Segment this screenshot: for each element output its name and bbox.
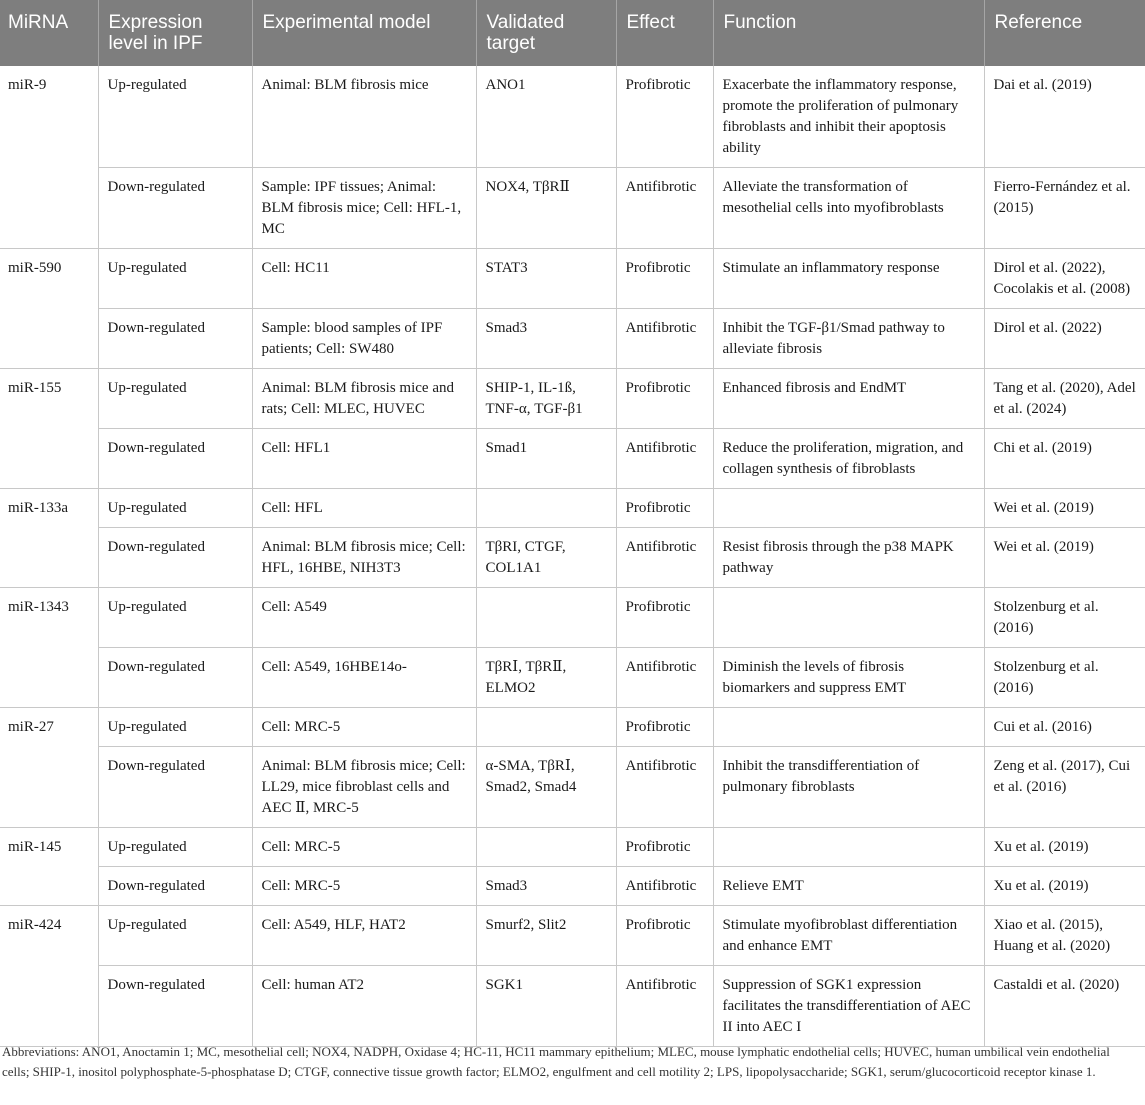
cell-validated-target: STAT3 <box>476 249 616 309</box>
cell-experimental-model: Animal: BLM fibrosis mice; Cell: LL29, mice fibroblast cells and AEC Ⅱ, MRC-5 <box>252 747 476 828</box>
cell-validated-target <box>476 588 616 648</box>
cell-validated-target: Smurf2, Slit2 <box>476 906 616 966</box>
cell-mirna: miR-133a <box>0 489 98 588</box>
cell-reference: Wei et al. (2019) <box>984 528 1145 588</box>
cell-effect: Antifibrotic <box>616 648 713 708</box>
cell-expression-level: Down-regulated <box>98 966 252 1047</box>
cell-validated-target: Smad3 <box>476 309 616 369</box>
cell-expression-level: Up-regulated <box>98 249 252 309</box>
header-experimental-model: Experimental model <box>252 0 476 66</box>
cell-function: Reduce the proliferation, migration, and collagen synthesis of fibroblasts <box>713 429 984 489</box>
cell-mirna: miR-27 <box>0 708 98 828</box>
cell-validated-target: Smad3 <box>476 867 616 906</box>
cell-effect: Antifibrotic <box>616 528 713 588</box>
cell-experimental-model: Cell: MRC-5 <box>252 828 476 867</box>
cell-experimental-model: Cell: HFL1 <box>252 429 476 489</box>
cell-effect: Profibrotic <box>616 369 713 429</box>
cell-function: Inhibit the TGF-β1/Smad pathway to alleviate fibrosis <box>713 309 984 369</box>
cell-effect: Profibrotic <box>616 828 713 867</box>
cell-reference: Chi et al. (2019) <box>984 429 1145 489</box>
cell-function: Stimulate an inflammatory response <box>713 249 984 309</box>
cell-function <box>713 828 984 867</box>
table-row <box>0 747 1145 828</box>
cell-validated-target: SHIP-1, IL-1ß, TNF-α, TGF-β1 <box>476 369 616 429</box>
cell-function: Suppression of SGK1 expression facilitates the transdifferentiation of AEC II into AEC I <box>713 966 984 1047</box>
cell-function: Alleviate the transformation of mesothelial cells into myofibroblasts <box>713 168 984 249</box>
cell-reference: Xu et al. (2019) <box>984 828 1145 867</box>
cell-effect: Profibrotic <box>616 249 713 309</box>
cell-expression-level: Up-regulated <box>98 66 252 168</box>
cell-expression-level: Up-regulated <box>98 489 252 528</box>
cell-reference: Zeng et al. (2017), Cui et al. (2016) <box>984 747 1145 828</box>
cell-reference: Tang et al. (2020), Adel et al. (2024) <box>984 369 1145 429</box>
cell-mirna: miR-1343 <box>0 588 98 708</box>
cell-validated-target <box>476 489 616 528</box>
cell-function: Inhibit the transdifferentiation of pulmonary fibroblasts <box>713 747 984 828</box>
table-row <box>0 429 1145 489</box>
table-row <box>0 648 1145 708</box>
cell-expression-level: Down-regulated <box>98 168 252 249</box>
cell-expression-level: Up-regulated <box>98 828 252 867</box>
cell-experimental-model: Cell: MRC-5 <box>252 708 476 747</box>
cell-experimental-model: Cell: A549, HLF, HAT2 <box>252 906 476 966</box>
cell-function <box>713 588 984 648</box>
cell-function: Relieve EMT <box>713 867 984 906</box>
header-effect: Effect <box>616 0 713 66</box>
cell-experimental-model: Animal: BLM fibrosis mice <box>252 66 476 168</box>
cell-effect: Profibrotic <box>616 489 713 528</box>
cell-validated-target <box>476 708 616 747</box>
cell-expression-level: Up-regulated <box>98 708 252 747</box>
cell-effect: Profibrotic <box>616 66 713 168</box>
abbreviations-footnote: Abbreviations: ANO1, Anoctamin 1; MC, mesothelial cell; NOX4, NADPH, Oxidase 4; HC-11, HC11 mammary epithelium; MLEC, mouse lymphatic endothelial cells; HUVEC, human umbilical vein endothelial cells; SHIP-1, inositol polyphosphate-5-phosphatase D; CTGF, connective tissue growth factor; ELMO2, engulfment and cell motility 2; LPS, lipopolysaccharide; SGK1, serum/glucocorticoid receptor kinase 1. <box>2 1044 1110 1079</box>
header-function: Function <box>713 0 984 66</box>
cell-experimental-model: Cell: A549, 16HBE14o- <box>252 648 476 708</box>
cell-reference: Stolzenburg et al. (2016) <box>984 648 1145 708</box>
table-row <box>0 168 1145 249</box>
cell-experimental-model: Animal: BLM fibrosis mice; Cell: HFL, 16HBE, NIH3T3 <box>252 528 476 588</box>
cell-reference: Dirol et al. (2022) <box>984 309 1145 369</box>
cell-expression-level: Up-regulated <box>98 906 252 966</box>
table-row <box>0 906 1145 966</box>
cell-validated-target: ANO1 <box>476 66 616 168</box>
cell-effect: Antifibrotic <box>616 309 713 369</box>
cell-mirna: miR-424 <box>0 906 98 1047</box>
header-mirna: MiRNA <box>0 0 98 66</box>
cell-validated-target: SGK1 <box>476 966 616 1047</box>
table-row <box>0 966 1145 1047</box>
cell-reference: Stolzenburg et al. (2016) <box>984 588 1145 648</box>
cell-mirna: miR-155 <box>0 369 98 489</box>
cell-validated-target: TβRⅠ, TβRⅡ, ELMO2 <box>476 648 616 708</box>
table-row <box>0 489 1145 528</box>
cell-expression-level: Down-regulated <box>98 429 252 489</box>
cell-reference: Wei et al. (2019) <box>984 489 1145 528</box>
cell-effect: Profibrotic <box>616 708 713 747</box>
cell-effect: Antifibrotic <box>616 966 713 1047</box>
header-validated-target: Validated target <box>476 0 616 66</box>
cell-validated-target: α-SMA, TβRⅠ, Smad2, Smad4 <box>476 747 616 828</box>
table-row <box>0 249 1145 309</box>
cell-validated-target <box>476 828 616 867</box>
cell-experimental-model: Sample: IPF tissues; Animal: BLM fibrosis mice; Cell: HFL-1, MC <box>252 168 476 249</box>
cell-expression-level: Down-regulated <box>98 528 252 588</box>
table-row <box>0 708 1145 747</box>
cell-experimental-model: Sample: blood samples of IPF patients; Cell: SW480 <box>252 309 476 369</box>
cell-mirna: miR-145 <box>0 828 98 906</box>
cell-experimental-model: Cell: human AT2 <box>252 966 476 1047</box>
cell-effect: Antifibrotic <box>616 168 713 249</box>
cell-experimental-model: Cell: HC11 <box>252 249 476 309</box>
table-row <box>0 66 1145 168</box>
cell-reference: Dai et al. (2019) <box>984 66 1145 168</box>
cell-mirna: miR-590 <box>0 249 98 369</box>
cell-experimental-model: Animal: BLM fibrosis mice and rats; Cell: MLEC, HUVEC <box>252 369 476 429</box>
cell-function <box>713 489 984 528</box>
cell-effect: Antifibrotic <box>616 867 713 906</box>
cell-expression-level: Up-regulated <box>98 588 252 648</box>
table-body <box>0 66 1145 1047</box>
cell-expression-level: Down-regulated <box>98 648 252 708</box>
cell-effect: Antifibrotic <box>616 747 713 828</box>
table-row <box>0 867 1145 906</box>
table-row <box>0 588 1145 648</box>
cell-expression-level: Up-regulated <box>98 369 252 429</box>
cell-mirna: miR-9 <box>0 66 98 249</box>
cell-function: Resist fibrosis through the p38 MAPK pathway <box>713 528 984 588</box>
cell-reference: Castaldi et al. (2020) <box>984 966 1145 1047</box>
cell-function: Stimulate myofibroblast differentiation and enhance EMT <box>713 906 984 966</box>
header-row <box>0 0 1145 66</box>
cell-validated-target: NOX4, TβRⅡ <box>476 168 616 249</box>
table-row <box>0 828 1145 867</box>
cell-reference: Fierro-Fernández et al. (2015) <box>984 168 1145 249</box>
cell-validated-target: Smad1 <box>476 429 616 489</box>
cell-function: Enhanced fibrosis and EndMT <box>713 369 984 429</box>
cell-experimental-model: Cell: HFL <box>252 489 476 528</box>
cell-function: Diminish the levels of fibrosis biomarkers and suppress EMT <box>713 648 984 708</box>
cell-function <box>713 708 984 747</box>
table-row <box>0 528 1145 588</box>
cell-experimental-model: Cell: A549 <box>252 588 476 648</box>
cell-effect: Profibrotic <box>616 588 713 648</box>
cell-effect: Profibrotic <box>616 906 713 966</box>
cell-validated-target: TβRI, CTGF, COL1A1 <box>476 528 616 588</box>
cell-reference: Dirol et al. (2022), Cocolakis et al. (2008) <box>984 249 1145 309</box>
cell-effect: Antifibrotic <box>616 429 713 489</box>
cell-reference: Xu et al. (2019) <box>984 867 1145 906</box>
header-reference: Reference <box>984 0 1145 66</box>
table-row <box>0 309 1145 369</box>
cell-reference: Xiao et al. (2015), Huang et al. (2020) <box>984 906 1145 966</box>
cell-experimental-model: Cell: MRC-5 <box>252 867 476 906</box>
cell-reference: Cui et al. (2016) <box>984 708 1145 747</box>
cell-function: Exacerbate the inflammatory response, promote the proliferation of pulmonary fibroblasts and inhibit their apoptosis ability <box>713 66 984 168</box>
cell-expression-level: Down-regulated <box>98 747 252 828</box>
cell-expression-level: Down-regulated <box>98 867 252 906</box>
table-row <box>0 369 1145 429</box>
cell-expression-level: Down-regulated <box>98 309 252 369</box>
header-expression-level: Expression level in IPF <box>98 0 252 66</box>
